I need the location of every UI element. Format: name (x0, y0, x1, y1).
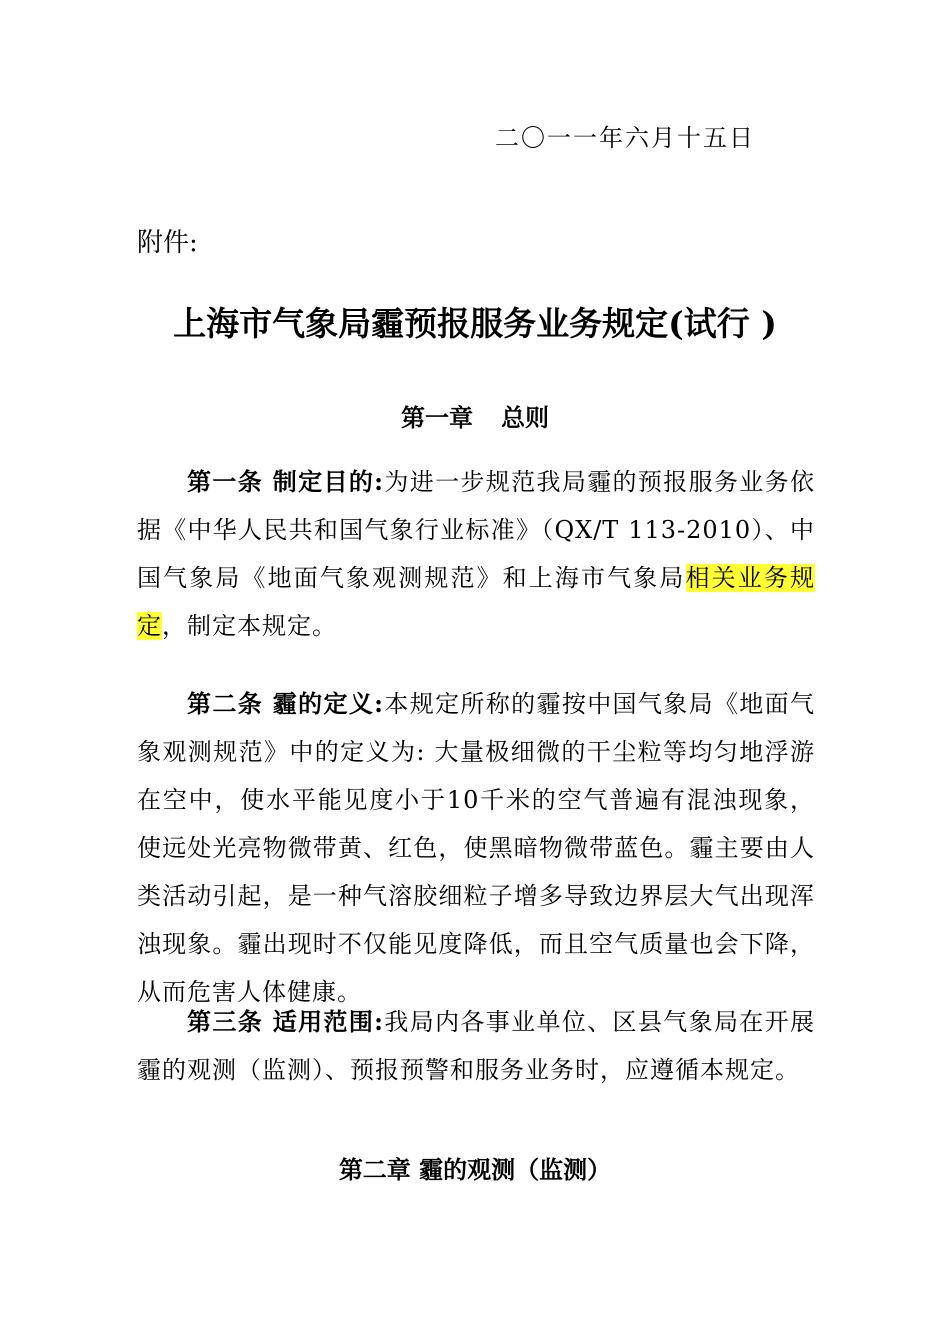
document-title: 上海市气象局霾预报服务业务规定(试行 ) (173, 304, 777, 343)
article-1-highlight: 相关业务规定 (137, 564, 816, 640)
article-1-text-before: 为进一步规范我局霾的预报服务业务依据《中华人民共和国气象行业标准》（QX/T 113-2010）、中国气象局《地面气象观测规范》和上海市气象局 (137, 468, 816, 592)
article-1-label: 第一条 制定目的: (187, 467, 385, 496)
article-2 (137, 680, 815, 1016)
article-1-text-after: ，制定本规定。 (162, 612, 337, 640)
article-2-text: 本规定所称的霾按中国气象局《地面气象观测规范》中的定义为: 大量极细微的干尘粒等均匀地浮游在空中，使水平能见度小于10千米的空气普遍有混浊现象，使远处光亮物微带黄、红色，使黑暗物微带蓝色。霾主要由人类活动引起，是一种气溶胶细粒子增多导致边界层大气出现浑浊现象。霾出现时不仅能见度降低，而且空气质量也会下降，从而危害人体健康。 (137, 690, 816, 1006)
attachment-label: 附件: (137, 228, 198, 258)
article-3-text: 我局内各事业单位、区县气象局在开展霾的观测（监测）、预报预警和服务业务时，应遵循本规定。 (137, 1008, 816, 1084)
chapter-2-heading: 第二章 霾的观测（监测） (338, 1155, 612, 1184)
article-3 (137, 998, 815, 1094)
chapter-1-heading (0, 398, 950, 433)
chapter-1-number: 第一章 (401, 403, 473, 432)
article-2-label: 第二条 霾的定义: (187, 689, 385, 718)
article-3-label: 第三条 适用范围: (187, 1007, 385, 1036)
article-1 (137, 458, 815, 650)
chapter-1-name: 总则 (501, 403, 549, 432)
document-date: 二〇一一年六月十五日 (495, 124, 755, 152)
